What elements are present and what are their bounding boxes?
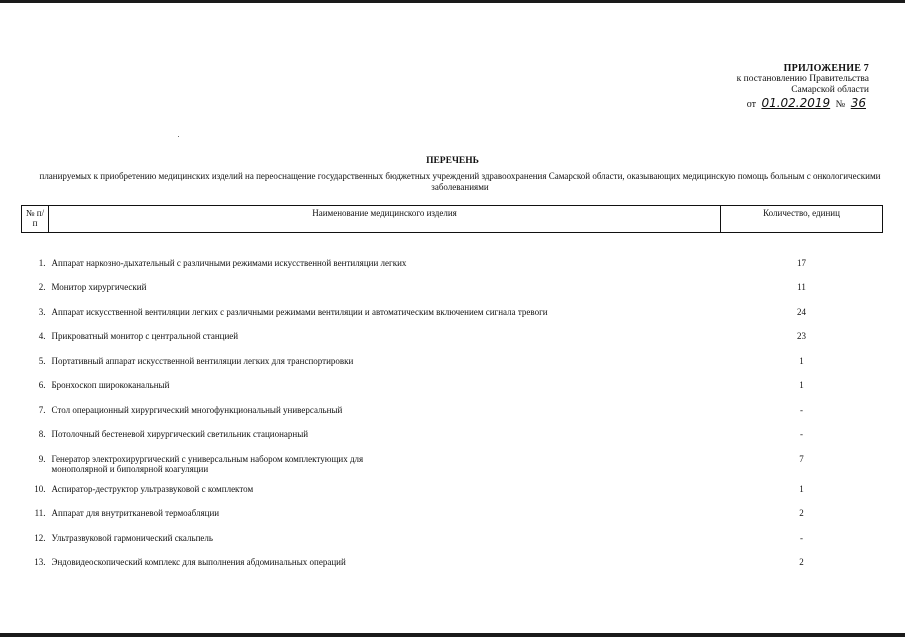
table-row [22,356,883,381]
row-number: 4. [38,331,46,341]
table-spacer [22,233,883,258]
row-quantity: 24 [797,306,806,317]
header-name: Наименование медицинского изделия [49,206,721,233]
table-row [22,258,883,283]
row-quantity: 17 [797,257,806,268]
row-number: 6. [38,380,46,390]
table-body [22,233,883,582]
items-table [21,205,883,582]
appendix-date-line [669,98,869,110]
row-number: 5. [38,355,46,366]
row-quantity: - [800,404,803,415]
appendix-block [669,63,869,110]
row-quantity: 2 [799,557,804,567]
date-prefix: от [746,99,756,110]
table-row [22,282,883,307]
row-name: Прикроватный монитор с центральной станцией [51,331,239,341]
row-name: Бронхоскоп ширококанальный [51,380,170,390]
row-quantity: 2 [799,508,804,518]
row-number: 10. [34,483,46,494]
scan-edge-top [0,0,905,3]
table-row [22,429,883,454]
table-header-row [22,206,883,233]
row-number: 11. [34,508,46,518]
header-number: № п/п [22,206,49,233]
row-quantity: - [800,532,803,543]
appendix-line-2: Самарской области [791,85,869,95]
handwritten-date: 01.02.2019 [761,96,831,110]
table-row [22,508,883,533]
table-row [22,454,883,484]
row-name: Монитор хирургический [51,282,147,292]
row-name: Ультразвуковой гармонический скальпель [51,532,213,543]
row-number: 1. [38,257,46,268]
row-number: 2. [38,282,46,292]
row-number: 13. [34,557,46,567]
scan-edge-bottom [0,633,905,637]
document-subtitle: планируемых к приобретению медицинских изделий на переоснащение государственных бюджетных учреждений здравоохранения Самарской области, оказывающих медицинскую помощь больным с онкологическими заболеваниями [39,171,881,192]
row-name: Аппарат искусственной вентиляции легких с различными режимами вентиляции и автоматическим включением сигнала тревоги [51,306,548,317]
row-quantity: - [800,429,803,439]
table-row [22,557,883,582]
table-row [22,307,883,332]
appendix-title: ПРИЛОЖЕНИЕ 7 [783,63,869,74]
number-prefix: № [835,99,846,110]
row-name: Аспиратор-деструктор ультразвуковой с комплектом [51,483,254,494]
row-quantity: 11 [797,282,806,292]
row-number: 7. [38,404,46,415]
table-row [22,380,883,405]
handwritten-number: 36 [850,96,866,110]
row-name: Эндовидеоскопический комплекс для выполнения абдоминальных операций [51,557,346,567]
row-number: 12. [34,532,46,543]
row-name: Аппарат наркозно-дыхательный с различными режимами искусственной вентиляции легких [51,257,407,268]
appendix-line-1: к постановлению Правительства [736,74,869,84]
row-number: 9. [38,453,46,464]
row-number: 3. [38,306,46,317]
row-quantity: 23 [797,331,806,341]
row-quantity: 1 [799,380,804,390]
table-row [22,331,883,356]
row-quantity: 7 [799,453,804,464]
table-row [22,533,883,558]
document-title: ПЕРЕЧЕНЬ [426,156,479,166]
row-name: Аппарат для внутритканевой термоабляции [51,508,220,518]
row-name: Стол операционный хирургический многофункциональный универсальный [51,404,343,415]
row-quantity: 1 [799,483,804,494]
table-row [22,405,883,430]
row-name: Потолочный бестеневой хирургический светильник стационарный [51,429,309,439]
row-name: Портативный аппарат искусственной вентиляции легких для транспортировки [51,355,354,366]
row-number: 8. [38,429,46,439]
table-row [22,484,883,509]
row-name: Генератор электрохирургический с универсальным набором комплектующих для монополярной и биполярной коагуляции [51,453,364,474]
row-quantity: 1 [799,355,804,366]
header-quantity: Количество, единиц [721,206,883,233]
scan-speck [178,136,179,137]
